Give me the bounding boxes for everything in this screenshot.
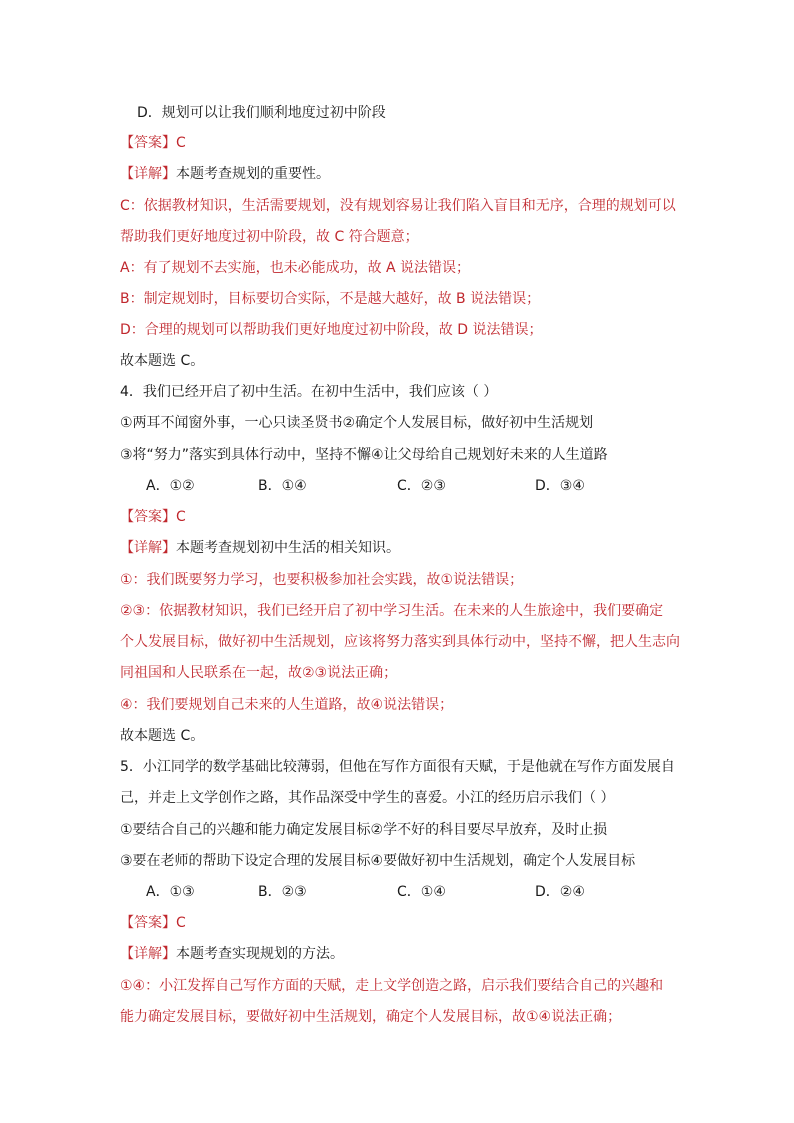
- explanation-line: ①④：小江发挥自己写作方面的天赋，走上文学创造之路，启示我们要结合自己的兴趣和: [120, 978, 664, 994]
- conclusion-line: 故本题选 C。: [120, 728, 205, 744]
- conclusion-line: 故本题选 C。: [120, 353, 205, 369]
- option-d-line: D．规划可以让我们顺利地度过初中阶段: [137, 105, 386, 121]
- answer-tag: 【答案】: [120, 915, 176, 931]
- answer-tag: 【答案】: [120, 509, 176, 525]
- explanation-line: 同祖国和人民联系在一起，故②③说法正确；: [120, 665, 398, 681]
- question-stem: 己，并走上文学创作之路，其作品深受中学生的喜爱。小江的经历启示我们（ ）: [120, 790, 615, 806]
- explanation-line: ④：我们要规划自己未来的人生道路，故④说法错误；: [120, 697, 454, 713]
- detail-tag: 【详解】: [120, 946, 176, 962]
- option-c: C．②③: [397, 478, 446, 494]
- option-b: B．①④: [258, 478, 307, 494]
- detail-tag: 【详解】: [120, 166, 176, 182]
- option-c: C．①④: [397, 884, 446, 900]
- answer-value: C: [176, 135, 186, 151]
- detail-tag: 【详解】: [120, 540, 176, 556]
- statement-line: ①要结合自己的兴趣和能力确定发展目标②学不好的科目要尽早放弃，及时止损: [120, 822, 608, 838]
- statement-line: ③将“努力”落实到具体行动中，坚持不懈④让父母给自己规划好未来的人生道路: [120, 447, 608, 463]
- question-stem: 4．我们已经开启了初中生活。在初中生活中，我们应该（ ）: [120, 384, 498, 400]
- explanation-line: ②③：依据教材知识，我们已经开启了初中学习生活。在未来的人生旅途中，我们要确定: [120, 603, 664, 619]
- explanation-line: 个人发展目标，做好初中生活规划，应该将努力落实到具体行动中，坚持不懈，把人生志向: [120, 634, 680, 650]
- answer-tag: 【答案】: [120, 135, 176, 151]
- detail-line: [120, 538, 400, 558]
- option-a: A．①②: [146, 478, 195, 494]
- detail-line: [120, 164, 330, 184]
- explanation-line: A：有了规划不去实施，也未必能成功，故 A 说法错误；: [120, 260, 471, 276]
- option-a: A．①③: [146, 884, 195, 900]
- explanation-line: 能力确定发展目标，要做好初中生活规划，确定个人发展目标，故①④说法正确；: [120, 1009, 622, 1025]
- answer-value: C: [176, 915, 186, 931]
- option-d: D．②④: [535, 884, 585, 900]
- question-stem: 5．小江同学的数学基础比较薄弱，但他在写作方面很有天赋，于是他就在写作方面发展自: [120, 759, 675, 775]
- explanation-line: D：合理的规划可以帮助我们更好地度过初中阶段，故 D 说法错误；: [120, 322, 543, 338]
- option-d: D．③④: [535, 478, 585, 494]
- statement-line: ①两耳不闻窗外事，一心只读圣贤书②确定个人发展目标，做好初中生活规划: [120, 415, 594, 431]
- statement-line: ③要在老师的帮助下设定合理的发展目标④要做好初中生活规划，确定个人发展目标: [120, 853, 636, 869]
- answer-line: [120, 913, 186, 933]
- detail-text: 本题考查实现规划的方法。: [176, 946, 344, 962]
- detail-text: 本题考查规划初中生活的相关知识。: [176, 540, 400, 556]
- explanation-line: C：依据教材知识，生活需要规划，没有规划容易让我们陷入盲目和无序，合理的规划可以: [120, 198, 676, 214]
- explanation-line: 帮助我们更好地度过初中阶段，故 C 符合题意；: [120, 229, 419, 245]
- answer-line: [120, 507, 186, 527]
- detail-line: [120, 944, 344, 964]
- explanation-line: ①：我们既要努力学习，也要积极参加社会实践，故①说法错误；: [120, 572, 524, 588]
- explanation-line: B：制定规划时，目标要切合实际，不是越大越好，故 B 说法错误；: [120, 291, 541, 307]
- option-b: B．②③: [258, 884, 307, 900]
- detail-text: 本题考查规划的重要性。: [176, 166, 330, 182]
- answer-line: [120, 133, 186, 153]
- answer-value: C: [176, 509, 186, 525]
